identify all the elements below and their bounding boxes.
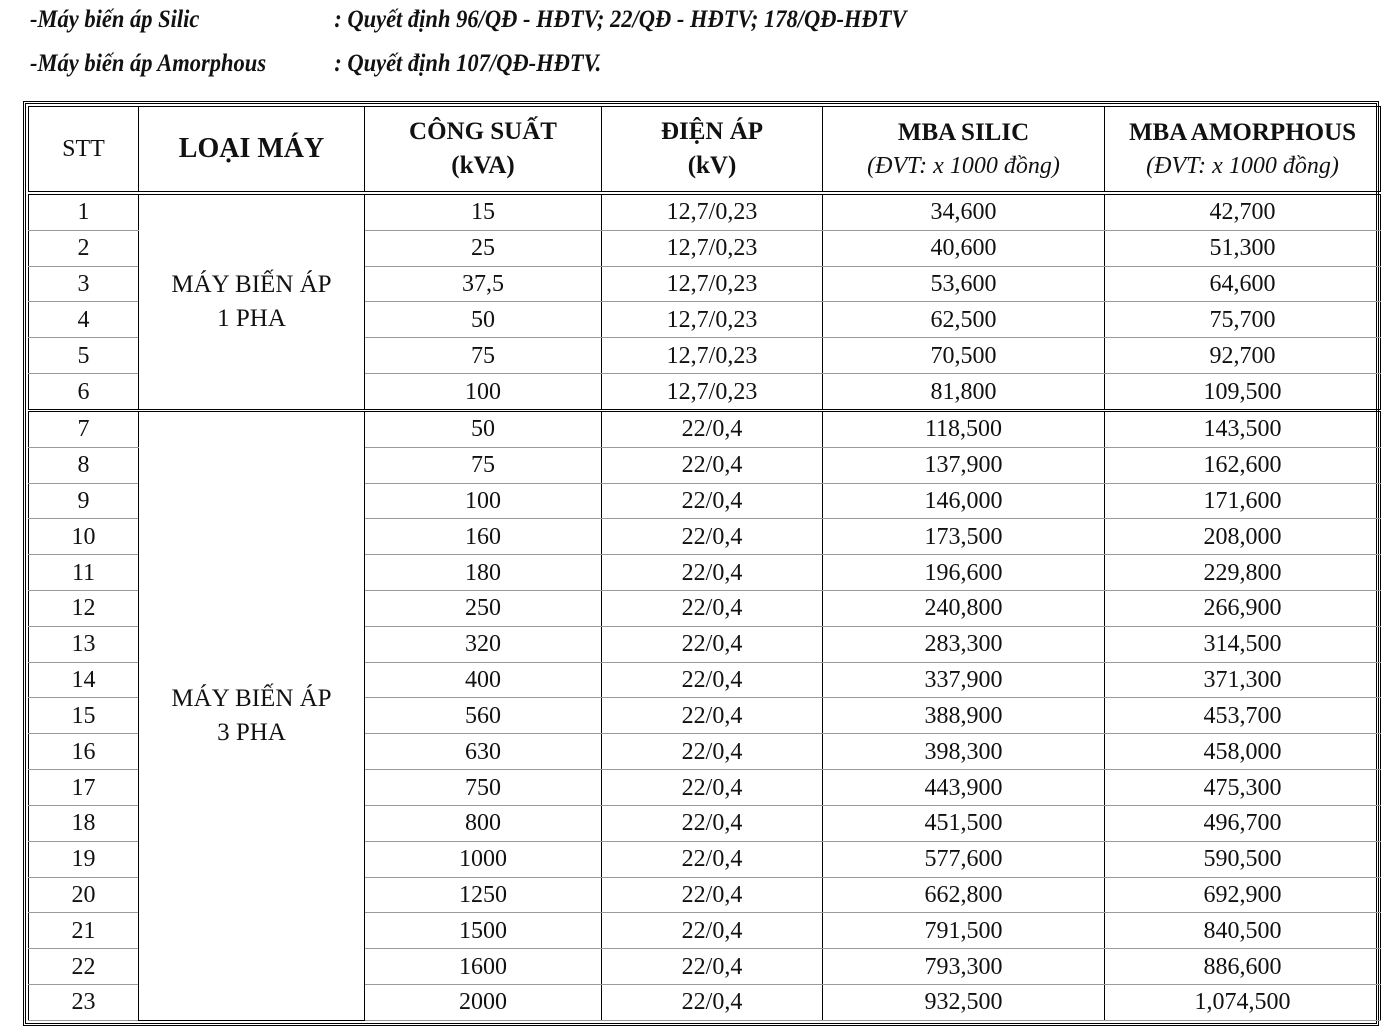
cell-stt: 3: [29, 266, 139, 302]
cell-stt: 8: [29, 447, 139, 483]
cell-stt: 6: [29, 374, 139, 411]
cell-dien-ap: 22/0,4: [602, 984, 823, 1020]
header-dien-ap: [602, 107, 823, 194]
table-row: [29, 193, 1381, 230]
header-dien-ap-unit: (kV): [687, 152, 737, 179]
cell-cong-suat: 2000: [365, 984, 602, 1020]
note-label: -Máy biến áp Silic: [30, 6, 200, 33]
cell-dien-ap: 12,7/0,23: [602, 302, 823, 338]
cell-stt: 11: [29, 555, 139, 591]
cell-mba-silic: 53,600: [823, 266, 1105, 302]
cell-mba-amorphous: 51,300: [1105, 230, 1381, 266]
cell-stt: 16: [29, 734, 139, 770]
cell-mba-silic: 62,500: [823, 302, 1105, 338]
cell-mba-amorphous: 208,000: [1105, 519, 1381, 555]
cell-cong-suat: 180: [365, 555, 602, 591]
cell-stt: 5: [29, 338, 139, 374]
cell-mba-silic: 451,500: [823, 805, 1105, 841]
cell-mba-amorphous: 314,500: [1105, 626, 1381, 662]
cell-dien-ap: 22/0,4: [602, 662, 823, 698]
header-mba-silic: [823, 107, 1105, 194]
cell-mba-amorphous: 162,600: [1105, 447, 1381, 483]
cell-mba-silic: 662,800: [823, 877, 1105, 913]
cell-dien-ap: 22/0,4: [602, 626, 823, 662]
group-label-line1: MÁY BIẾN ÁP: [171, 271, 332, 299]
cell-mba-amorphous: 266,900: [1105, 591, 1381, 627]
cell-mba-silic: 791,500: [823, 913, 1105, 949]
cell-stt: 19: [29, 841, 139, 877]
cell-cong-suat: 750: [365, 770, 602, 806]
cell-cong-suat: 320: [365, 626, 602, 662]
cell-cong-suat: 100: [365, 374, 602, 411]
cell-mba-silic: 932,500: [823, 984, 1105, 1020]
cell-mba-silic: 388,900: [823, 698, 1105, 734]
cell-cong-suat: 15: [365, 193, 602, 230]
cell-mba-amorphous: 475,300: [1105, 770, 1381, 806]
cell-mba-silic: 337,900: [823, 662, 1105, 698]
group-label-line2: 1 PHA: [217, 304, 286, 332]
table-row: [29, 410, 1381, 447]
cell-mba-silic: 70,500: [823, 338, 1105, 374]
cell-stt: 1: [29, 193, 139, 230]
cell-dien-ap: 22/0,4: [602, 519, 823, 555]
cell-mba-amorphous: 64,600: [1105, 266, 1381, 302]
cell-mba-amorphous: 496,700: [1105, 805, 1381, 841]
cell-stt: 10: [29, 519, 139, 555]
cell-cong-suat: 800: [365, 805, 602, 841]
cell-cong-suat: 1600: [365, 949, 602, 985]
cell-mba-amorphous: 840,500: [1105, 913, 1381, 949]
cell-stt: 12: [29, 591, 139, 627]
cell-dien-ap: 22/0,4: [602, 949, 823, 985]
cell-loai-may: [139, 193, 365, 410]
cell-mba-silic: 577,600: [823, 841, 1105, 877]
cell-mba-amorphous: 75,700: [1105, 302, 1381, 338]
cell-stt: 9: [29, 483, 139, 519]
cell-mba-amorphous: 171,600: [1105, 483, 1381, 519]
cell-dien-ap: 22/0,4: [602, 410, 823, 447]
cell-mba-silic: 196,600: [823, 555, 1105, 591]
cell-mba-silic: 240,800: [823, 591, 1105, 627]
header-silic-title: MBA SILIC: [897, 118, 1030, 146]
cell-mba-silic: 443,900: [823, 770, 1105, 806]
cell-mba-amorphous: 590,500: [1105, 841, 1381, 877]
table-body: [29, 193, 1381, 1021]
cell-dien-ap: 22/0,4: [602, 698, 823, 734]
cell-dien-ap: 22/0,4: [602, 734, 823, 770]
cell-mba-silic: 34,600: [823, 193, 1105, 230]
table-header-row: [29, 107, 1381, 194]
cell-cong-suat: 75: [365, 447, 602, 483]
header-dien-ap-title: ĐIỆN ÁP: [660, 118, 764, 146]
cell-mba-silic: 283,300: [823, 626, 1105, 662]
cell-mba-amorphous: 1,074,500: [1105, 984, 1381, 1020]
header-cong-suat-title: CÔNG SUẤT: [409, 118, 557, 146]
cell-mba-silic: 173,500: [823, 519, 1105, 555]
cell-cong-suat: 160: [365, 519, 602, 555]
cell-stt: 2: [29, 230, 139, 266]
cell-cong-suat: 50: [365, 410, 602, 447]
note-label: -Máy biến áp Amorphous: [30, 50, 267, 77]
cell-mba-silic: 40,600: [823, 230, 1105, 266]
cell-cong-suat: 100: [365, 483, 602, 519]
cell-mba-amorphous: 42,700: [1105, 193, 1381, 230]
group-label-line1: MÁY BIẾN ÁP: [171, 685, 332, 713]
cell-mba-amorphous: 109,500: [1105, 374, 1381, 411]
cell-cong-suat: 560: [365, 698, 602, 734]
cell-dien-ap: 22/0,4: [602, 913, 823, 949]
header-silic-unit: (ĐVT: x 1000 đồng): [867, 152, 1060, 179]
cell-dien-ap: 12,7/0,23: [602, 266, 823, 302]
cell-stt: 18: [29, 805, 139, 841]
price-table-frame: [23, 101, 1379, 1026]
cell-stt: 21: [29, 913, 139, 949]
cell-cong-suat: 400: [365, 662, 602, 698]
note-value: : Quyết định 96/QĐ - HĐTV; 22/QĐ - HĐTV; 178/QĐ-HĐTV: [334, 6, 907, 33]
cell-stt: 17: [29, 770, 139, 806]
cell-cong-suat: 1250: [365, 877, 602, 913]
cell-mba-silic: 118,500: [823, 410, 1105, 447]
cell-mba-silic: 146,000: [823, 483, 1105, 519]
note-value: : Quyết định 107/QĐ-HĐTV.: [334, 50, 602, 77]
cell-dien-ap: 22/0,4: [602, 841, 823, 877]
header-stt: STT: [29, 107, 139, 194]
header-cong-suat-unit: (kVA): [451, 152, 515, 179]
cell-mba-amorphous: 143,500: [1105, 410, 1381, 447]
cell-loai-may: [139, 410, 365, 1020]
cell-cong-suat: 75: [365, 338, 602, 374]
cell-cong-suat: 250: [365, 591, 602, 627]
cell-mba-amorphous: 92,700: [1105, 338, 1381, 374]
cell-mba-amorphous: 458,000: [1105, 734, 1381, 770]
cell-mba-silic: 793,300: [823, 949, 1105, 985]
cell-dien-ap: 12,7/0,23: [602, 374, 823, 411]
cell-stt: 7: [29, 410, 139, 447]
cell-stt: 15: [29, 698, 139, 734]
header-cong-suat: [365, 107, 602, 194]
cell-mba-amorphous: 692,900: [1105, 877, 1381, 913]
cell-cong-suat: 37,5: [365, 266, 602, 302]
cell-stt: 23: [29, 984, 139, 1020]
transformer-price-table: [28, 106, 1381, 1021]
cell-mba-amorphous: 229,800: [1105, 555, 1381, 591]
cell-cong-suat: 25: [365, 230, 602, 266]
cell-stt: 14: [29, 662, 139, 698]
cell-mba-amorphous: 371,300: [1105, 662, 1381, 698]
header-loai-may: LOẠI MÁY: [139, 107, 365, 194]
cell-dien-ap: 12,7/0,23: [602, 193, 823, 230]
cell-stt: 4: [29, 302, 139, 338]
cell-dien-ap: 22/0,4: [602, 483, 823, 519]
cell-dien-ap: 12,7/0,23: [602, 338, 823, 374]
header-mba-amorphous: [1105, 107, 1381, 194]
cell-dien-ap: 22/0,4: [602, 770, 823, 806]
cell-stt: 20: [29, 877, 139, 913]
cell-dien-ap: 22/0,4: [602, 805, 823, 841]
cell-dien-ap: 22/0,4: [602, 555, 823, 591]
cell-mba-silic: 137,900: [823, 447, 1105, 483]
cell-cong-suat: 50: [365, 302, 602, 338]
cell-dien-ap: 22/0,4: [602, 591, 823, 627]
cell-stt: 13: [29, 626, 139, 662]
cell-mba-silic: 398,300: [823, 734, 1105, 770]
cell-cong-suat: 630: [365, 734, 602, 770]
cell-cong-suat: 1000: [365, 841, 602, 877]
header-amorphous-title: MBA AMORPHOUS: [1128, 118, 1357, 146]
header-amorphous-unit: (ĐVT: x 1000 đồng): [1146, 152, 1339, 179]
cell-dien-ap: 22/0,4: [602, 877, 823, 913]
cell-stt: 22: [29, 949, 139, 985]
group-label-line2: 3 PHA: [217, 718, 286, 746]
cell-dien-ap: 12,7/0,23: [602, 230, 823, 266]
cell-mba-amorphous: 453,700: [1105, 698, 1381, 734]
cell-dien-ap: 22/0,4: [602, 447, 823, 483]
cell-mba-amorphous: 886,600: [1105, 949, 1381, 985]
cell-cong-suat: 1500: [365, 913, 602, 949]
cell-mba-silic: 81,800: [823, 374, 1105, 411]
